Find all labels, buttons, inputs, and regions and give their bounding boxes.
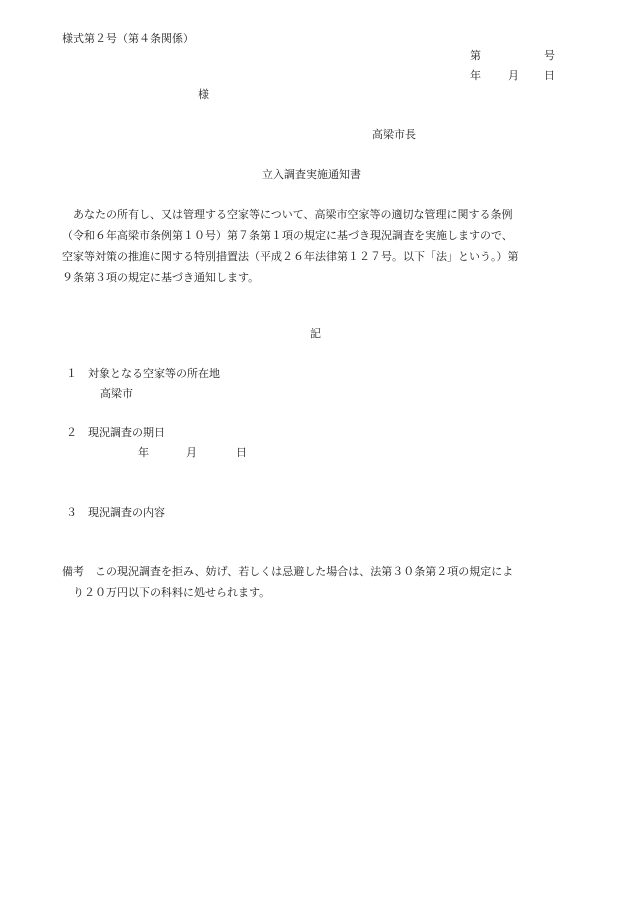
- item-3-label: 現況調査の内容: [88, 506, 165, 519]
- document-title: 立入調査実施通知書: [262, 168, 361, 181]
- note-block: [62, 561, 576, 603]
- note-text-1: この現況調査を拒み、妨げ、若しくは忌避した場合は、法第３０条第２項の規定によ: [95, 565, 514, 578]
- item-1-number: １: [66, 367, 77, 380]
- form-label: 様式第２号（第４条関係）: [62, 32, 194, 45]
- date-month: 月: [508, 69, 519, 82]
- date-year: 年: [470, 69, 481, 82]
- item-2-day: 日: [236, 446, 247, 459]
- body-line: あなたの所有し、又は管理する空家等について、高梁市空家等の適切な管理に関する条例: [73, 208, 513, 221]
- item-3-number: ３: [66, 506, 77, 519]
- note-line-2: り２０万円以下の科料に処せられます。: [73, 586, 271, 599]
- body-line: （令和６年高梁市条例第１０号）第７条第１項の規定に基づき現況調査を実施しますので、: [62, 229, 513, 242]
- item-2-number: ２: [66, 426, 77, 439]
- date-day: 日: [544, 69, 555, 82]
- item-2-year: 年: [138, 446, 149, 459]
- addressee-honorific: 様: [198, 88, 209, 101]
- item-1-detail: 高梁市: [100, 387, 133, 400]
- item-1-label: 対象となる空家等の所在地: [88, 367, 220, 380]
- body-line: ９条第３項の規定に基づき通知します。: [62, 271, 260, 284]
- ki-heading: 記: [310, 327, 321, 340]
- number-prefix: 第: [470, 49, 481, 62]
- number-suffix: 号: [544, 49, 555, 62]
- note-line-1: [62, 561, 576, 582]
- body-line: 空家等対策の推進に関する特別措置法（平成２６年法律第１２７号。以下「法」という。）第: [62, 250, 519, 263]
- issuer: 高梁市長: [372, 128, 416, 141]
- note-label: 備考: [62, 565, 84, 578]
- item-2-month: 月: [186, 446, 197, 459]
- item-2-label: 現況調査の期日: [88, 426, 165, 439]
- body-paragraph: [62, 204, 576, 288]
